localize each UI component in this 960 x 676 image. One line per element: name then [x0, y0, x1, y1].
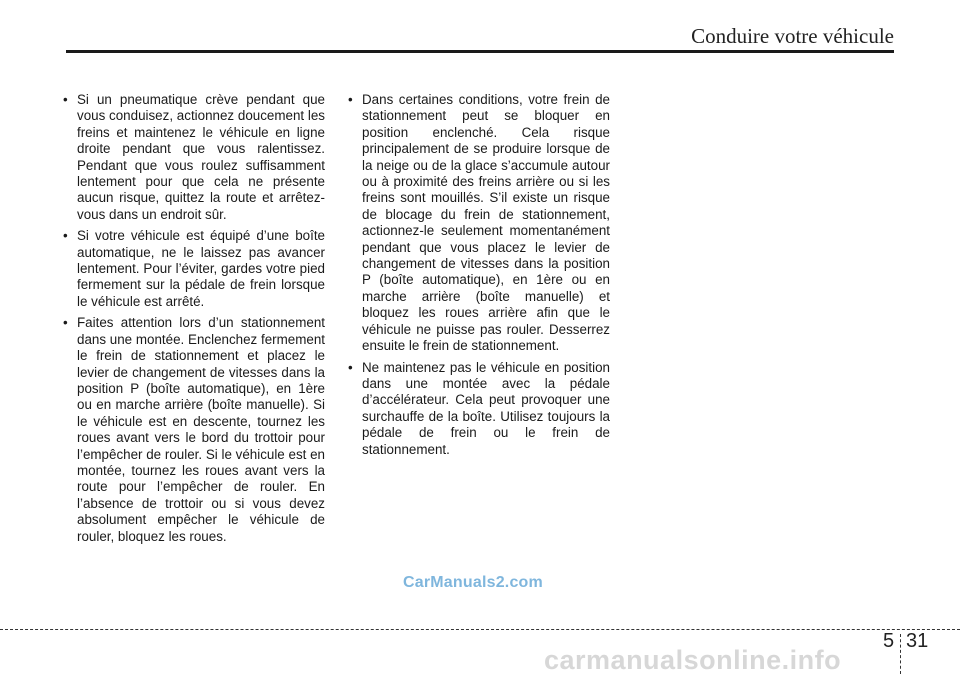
footer-dashed-rule [0, 629, 960, 630]
right-column [347, 92, 610, 463]
watermark-footer: carmanualsonline.info [544, 645, 842, 675]
bullet-icon: • [63, 315, 68, 331]
list-item [347, 92, 610, 355]
list-item [62, 228, 325, 310]
bullet-icon: • [348, 92, 353, 107]
list-item [62, 92, 325, 223]
watermark-link[interactable]: CarManuals2.com [403, 574, 543, 591]
list-item [62, 315, 325, 545]
left-column [62, 92, 325, 550]
list-item-text: Si un pneumatique crève pendant que vous conduisez, actionnez doucement les freins et maintenez le véhicule en ligne droite pendant que vous ralentissez. Pendant que vous roulez suffisamment lentement pour que cela ne présente aucun risque, quittez la route et arrêtez-vous dans un endroit sûr. [77, 92, 325, 222]
list-item-text: Faites attention lors d’un stationnement dans une montée. Enclenchez fermement le frein de stationnement et placez le levier de changement de vitesses dans la position P (boîte automatique), en 1ère ou en marche arrière (boîte manuelle). Si le véhicule est en descente, tournez les roues avant vers le bord du trottoir pour l’empêcher de rouler. Si le véhicule est en montée, tournez les roues avant vers la route pour l’empêcher de rouler. En l’absence de trottoir ou si vous devez absolument empêcher le véhicule de rouler, bloquez les roues. [77, 315, 325, 544]
list-item-text: Ne maintenez pas le véhicule en position dans une montée avec la pédale d’accélérateur. Cela peut provoquer une surchauffe de la boîte. Utilisez toujours la pédale de frein ou le frein de stationnement. [362, 359, 610, 457]
chapter-title: Conduire votre véhicule [691, 24, 894, 48]
page-number-separator [900, 634, 901, 674]
right-bullet-list [347, 92, 610, 458]
bullet-icon: • [63, 228, 68, 244]
page-chapter-number: 5 [883, 630, 895, 652]
page-number: 31 [906, 630, 929, 652]
header-rule [66, 50, 894, 53]
bullet-icon: • [63, 92, 68, 107]
list-item-text: Si votre véhicule est équipé d’une boîte automatique, ne le laissez pas avancer lentement. Pour l’éviter, gardes votre pied fermement sur la pédale de frein lorsque le véhicule est arrêté. [77, 228, 325, 309]
left-bullet-list [62, 92, 325, 545]
list-item [347, 360, 610, 458]
bullet-icon: • [348, 359, 353, 375]
list-item-text: Dans certaines conditions, votre frein de stationnement peut se bloquer en position enclenché. Cela risque principalement de se produire lorsque de la neige ou de la glace s’accumule autour ou à proximité des freins arrière ou si les freins sont mouillés. S’il existe un risque de blocage du frein de stationnement, actionnez-le seulement momentanément pendant que vous placez le levier de changement de vitesses dans la position P (boîte automatique), en 1ère ou en marche arrière (boîte manuelle) et bloquez les roues arrière afin que le véhicule ne puisse pas rouler. Desserrez ensuite le frein de stationnement. [362, 92, 610, 354]
